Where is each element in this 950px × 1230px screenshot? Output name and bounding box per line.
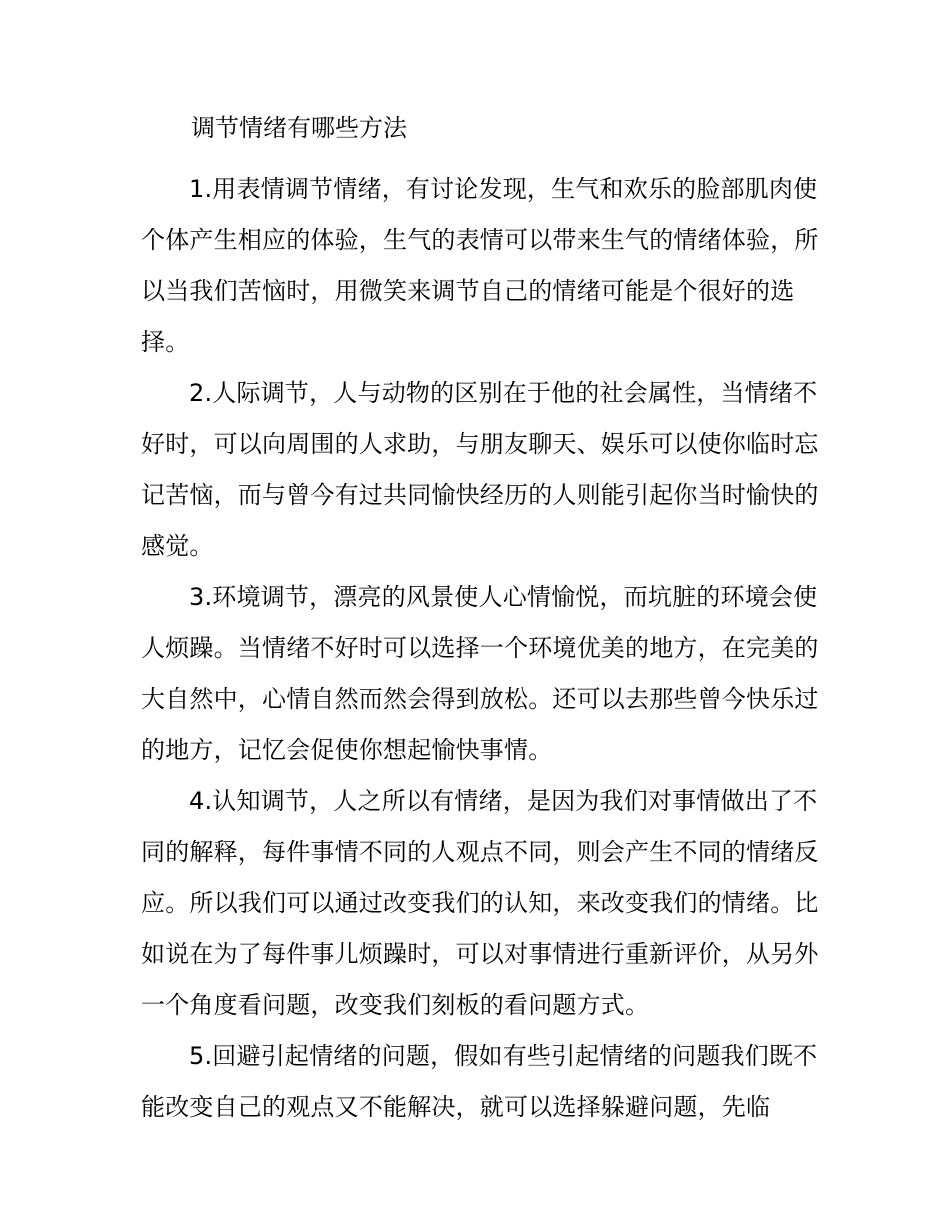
document-title: 调节情绪有哪些方法	[191, 114, 407, 142]
paragraph-1: 1.用表情调节情绪，有讨论发现，生气和欢乐的脸部肌肉使个体产生相应的体验，生气的表情可以带来生气的情绪体验，所以当我们苦恼时，用微笑来调节自己的情绪可能是个很好的选择。	[141, 175, 819, 356]
paragraph-5: 5.回避引起情绪的问题，假如有些引起情绪的问题我们既不能改变自己的观点又不能解决，就可以选择躲避问题，先临	[141, 1042, 818, 1121]
paragraph-2: 2.人际调节，人与动物的区别在于他的社会属性，当情绪不好时，可以向周围的人求助，与朋友聊天、娱乐可以使你临时忘记苦恼，而与曾今有过共同愉快经历的人则能引起你当时愉快的感觉。	[141, 379, 819, 560]
paragraph-4: 4.认知调节，人之所以有情绪，是因为我们对事情做出了不同的解释，每件事情不同的人观点不同，则会产生不同的情绪反应。所以我们可以通过改变我们的认知，来改变我们的情绪。比如说在为了每件事儿烦躁时，可以对事情进行重新评价，从另外一个角度看问题，改变我们刻板的看问题方式。	[141, 787, 819, 1019]
paragraph-3: 3.环境调节，漂亮的风景使人心情愉悦，而坑脏的环境会使人烦躁。当情绪不好时可以选择一个环境优美的地方，在完美的大自然中，心情自然而然会得到放松。还可以去那些曾今快乐过的地方，记忆会促使你想起愉快事情。	[141, 583, 819, 764]
